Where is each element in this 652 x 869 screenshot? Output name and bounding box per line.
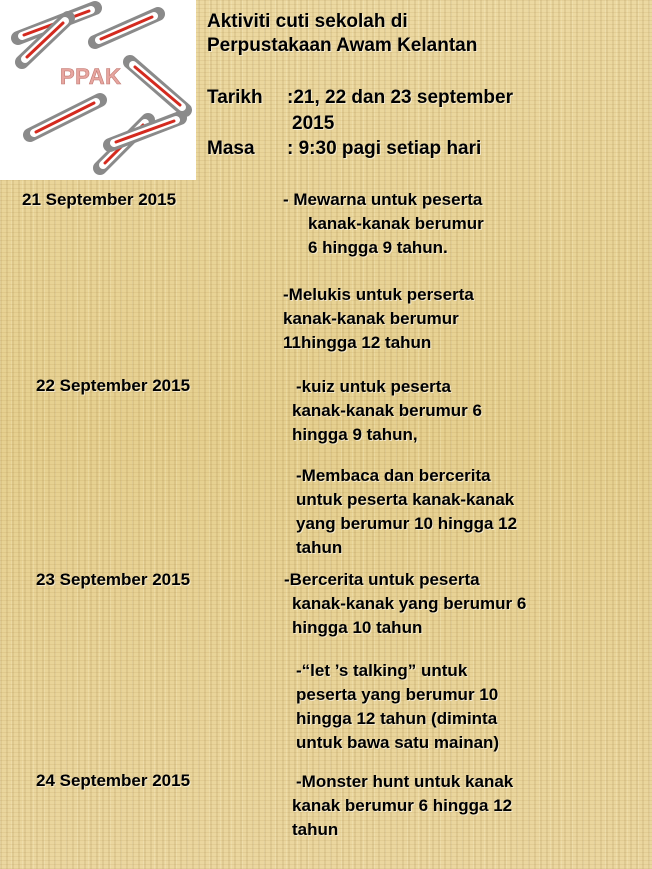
masa-value: : 9:30 pagi setiap hari xyxy=(287,138,482,159)
tarikh-value-line-2: 2015 xyxy=(292,113,335,134)
title-line-2: Perpustakaan Awam Kelantan xyxy=(207,35,478,56)
activity-line: untuk bawa satu mainan) xyxy=(296,733,500,752)
schedule-date: 22 September 2015 xyxy=(36,376,191,395)
logo xyxy=(0,0,196,180)
activity-line: hingga 9 tahun, xyxy=(292,425,418,444)
activity-line: tahun xyxy=(292,820,339,839)
ppak-logo-icon xyxy=(0,0,196,180)
activity-line: -Melukis untuk perserta xyxy=(283,285,474,304)
activity-line: kanak-kanak yang berumur 6 xyxy=(292,594,527,613)
title-line-1: Aktiviti cuti sekolah di xyxy=(207,11,408,32)
activity-line: -kuiz untuk peserta xyxy=(296,377,451,396)
activity-line: kanak-kanak berumur xyxy=(283,309,459,328)
masa-label: Masa xyxy=(207,138,255,159)
activity-line: peserta yang berumur 10 xyxy=(296,685,499,704)
activity-line: -Monster hunt untuk kanak xyxy=(296,772,514,791)
activity-line: kanak-kanak berumur 6 xyxy=(292,401,482,420)
activity-line: hingga 10 tahun xyxy=(292,618,423,637)
activity-line: -Membaca dan bercerita xyxy=(296,466,491,485)
activity-line: - Mewarna untuk peserta xyxy=(283,190,483,209)
activity-line: untuk peserta kanak-kanak xyxy=(296,490,515,509)
schedule-date: 23 September 2015 xyxy=(36,570,191,589)
activity-line: kanak berumur 6 hingga 12 xyxy=(292,796,513,815)
schedule-date: 24 September 2015 xyxy=(36,771,191,790)
activity-line: tahun xyxy=(296,538,343,557)
activity-line: hingga 12 tahun (diminta xyxy=(296,709,498,728)
tarikh-value-line-1: :21, 22 dan 23 september xyxy=(287,87,513,108)
activity-line: -“let ’s talking” untuk xyxy=(296,661,468,680)
activity-line: 6 hingga 9 tahun. xyxy=(308,238,448,257)
logo-text: PPAK xyxy=(60,64,122,89)
schedule-date: 21 September 2015 xyxy=(22,190,177,209)
activity-line: kanak-kanak berumur xyxy=(308,214,484,233)
tarikh-label: Tarikh xyxy=(207,87,263,108)
activity-line: yang berumur 10 hingga 12 xyxy=(296,514,518,533)
activity-line: -Bercerita untuk peserta xyxy=(284,570,480,589)
activity-line: 11hingga 12 tahun xyxy=(283,333,432,352)
